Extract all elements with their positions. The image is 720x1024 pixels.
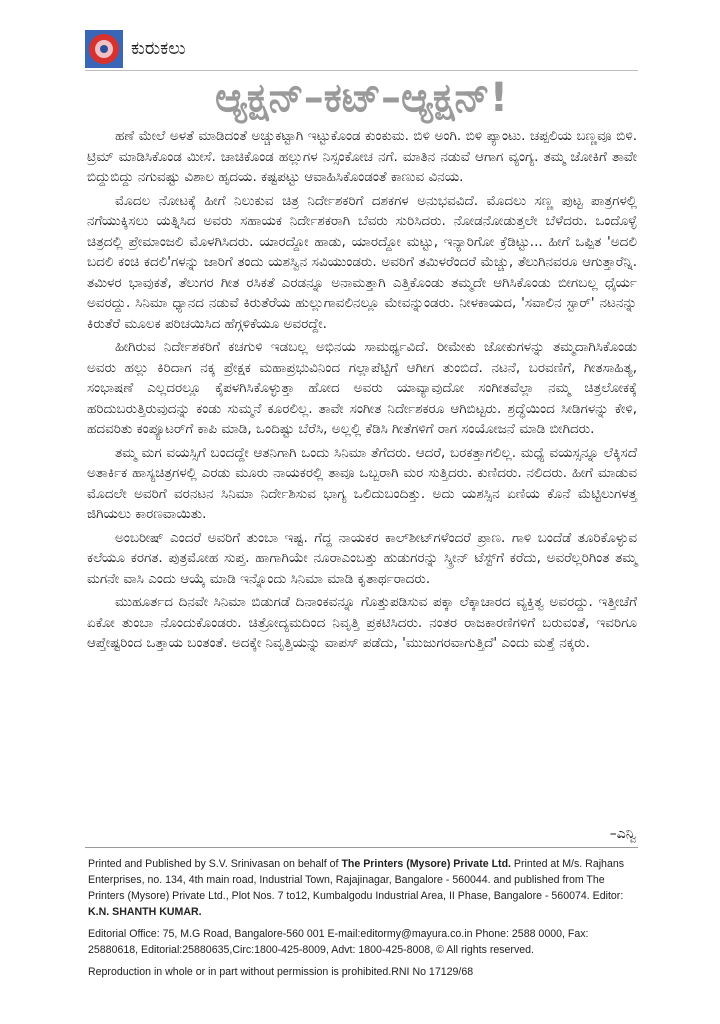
imprint-office: Editorial Office: 75, M.G Road, Bangalore-560 001 E-mail:editormy@mayura.co.in Phone: 2588 0000, Fax: 25880618, Editorial:25880635,Circ:1800-425-8009, Advt: 1800-425-8008, © All rights reserved. [88,928,589,956]
section-label: ಕುರುಕಲು [131,38,186,59]
article-body [87,126,637,657]
magazine-logo-icon [85,30,123,68]
footer-divider [85,847,638,848]
paragraph: ಮೊದಲ ನೋಟಕ್ಕೆ ಹೀಗೆ ನಿಲುಕುವ ಚಿತ್ರ ನಿರ್ದೇಶಕರಿಗೆ ದಶಕಗಳ ಅನುಭವವಿದೆ. ಮೊದಲು ಸಣ್ಣ ಪುಟ್ಟ ಪಾತ್ರಗಳಲ್ಲಿ ನಗೆಯುಕ್ಕಿಸಲು ಯತ್ನಿಸಿದ ಅವರು ಸಹಾಯಕ ನಿರ್ದೇಶಕರಾಗಿ ಬೆವರು ಸುರಿಸಿದರು. ನೋಡನೋಡುತ್ತಲೇ ಬೆಳೆದರು. ಒಂದೊಳ್ಳೆ ಚಿತ್ರದಲ್ಲಿ ಪ್ರೇಮಾಂಜಲಿ ಮೊಳಗಿಸಿದರು. ಯಾರದ್ದೋ ಹಾಡು, ಯಾರದ್ದೋ ಮಟ್ಟು, ಇನ್ಯಾರಿಗೋ ಕ್ರೆಡಿಟ್ಟು... ಹೀಗೆ ಒಪ್ಪಿತ 'ಅದಲಿ ಬದಲಿ ಕಂಚಿ ಕದಲಿ'ಗಳನ್ನು ಜಾರಿಗೆ ತಂದು ಯಶಸ್ವಿನ ಸವಿಯುಂಡರು. ಅವರಿಗೆ ತಮಿಳರೆಂದರೆ ಮೆಚ್ಚು, ತೆಲುಗಿನವರೂ ಆಗುತ್ತಾರೆನ್ನಿ. ತಮಿಳರ ಭಾವುಕತೆ, ತೆಲುಗರ ಗೀತ ರಸಿಕತೆ ಎರಡನ್ನೂ ಅನಾಮತ್ತಾಗಿ ಎತ್ತಿಕೊಂಡು ತಮ್ಮದೇ ಆಗಿಸಿಕೊಂಡು ಬೀಗಬಲ್ಲ ಧೈರ್ಯ ಅವರದ್ದು. ಸಿನಿಮಾ ಧ್ಯಾನದ ನಡುವೆ ಕಿರುತೆರೆಯ ಹುಲ್ಲುಗಾವಲಿನಲ್ಲೂ ಮೇವನ್ನುಂಡರು. ನೀಳಕಾಯದ, 'ಸವಾಲಿನ ಸ್ಟಾರ್' ನಟನನ್ನು ಕಿರುತೆರೆ ಮೂಲಕ ಪರಿಚಯಿಸಿದ ಹೆಗ್ಗಳಿಕೆಯೂ ಅವರದ್ದೇ. [87,192,637,332]
author-signature: –ಎನ್ವಿ [609,826,636,842]
imprint-printer: Printed and Published by S.V. Srinivasan on behalf of The Printers (Mysore) Private Ltd. Printed at M/s. Rajhans Enterprises, no. 134, 4th main road, Industrial Town, Rajajinagar, Bangalore - 560044. and published from The Printers (Mysore) Private Ltd., Plot Nos. 7 to12, Kumbalgodu Industrial Area, II Phase, Bangalore - 560074. Editor: K.N. SHANTH KUMAR. [88,858,625,918]
paragraph: ಹೀಗಿರುವ ನಿರ್ದೇಶಕರಿಗೆ ಕಚಗುಳಿ ಇಡಬಲ್ಲ ಅಭಿನಯ ಸಾಮರ್ಥ್ಯವಿದೆ. ರೀಮೇಕು ಜೋಕುಗಳನ್ನು ತಮ್ಮದಾಗಿಸಿಕೊಂಡು ಅವರು ಹಲ್ಲು ಕಿರಿದಾಗ ನಕ್ಕ ಪ್ರೇಕ್ಷಕ ಮಹಾಪ್ರಭುವಿನಿಂದ ಗಲ್ಲಾಪೆಟ್ಟಿಗೆ ಆಗೀಗ ತುಂಬಿದೆ. ನಟನೆ, ಬರವಣಿಗೆ, ಗೀತಸಾಹಿತ್ಯ, ಸಂಭಾಷಣೆ ಎಲ್ಲದರಲ್ಲೂ ಕೈಪಳಗಿಸಿಕೊಳ್ಳುತ್ತಾ ಹೋದ ಅವರು ಯಾವ್ಯಾವುದೋ ಸಂಗೀತವೆಲ್ಲಾ ನಮ್ಮ ಚಿತ್ರಲೋಕಕ್ಕೆ ಹರಿದುಬರುತ್ತಿರುವುದನ್ನು ಕಂಡು ಸುಮ್ಮನೆ ಕೂರಲಿಲ್ಲ. ತಾವೇ ಸಂಗೀತ ನಿರ್ದೇಶಕರೂ ಆಗಿಬಿಟ್ಟರು. ಶ್ರದ್ಧೆಯಿಂದ ಸೀಡಿಗಳನ್ನು ಕೇಳಿ, ಹದವರಿತು ಕಂಪ್ಯೂಟರ್‌ಗೆ ಕಾಪಿ ಮಾಡಿ, ಒಂದಿಷ್ಟು ಬೆರೆಸಿ, ಅಲ್ಲಲ್ಲಿ ಕೆಡಿಸಿ ಗೀತೆಗಳಿಗೆ ರಾಗ ಸಂಯೋಜನೆ ಮಾಡಿ ಬೀಗಿದರು. [87,339,637,437]
paragraph: ಹಣೆ ಮೇಲೆ ಅಳತೆ ಮಾಡಿದಂತೆ ಅಚ್ಚುಕಟ್ಟಾಗಿ ಇಟ್ಟುಕೊಂಡ ಕುಂಕುಮ. ಬಿಳಿ ಅಂಗಿ. ಬಿಳಿ ಪ್ಯಾಂಟು. ಚಪ್ಪಲಿಯ ಬಣ್ಣವೂ ಬಿಳಿ. ಟ್ರಿಮ್ ಮಾಡಿಸಿಕೊಂಡ ಮೀಸೆ. ಚಾಚಿಕೊಂಡ ಹಲ್ಲುಗಳ ನಿಸ್ಸಂಕೋಚ ನಗೆ. ಮಾತಿನ ನಡುವೆ ಆಗಾಗ ವ್ಯಂಗ್ಯ. ತಮ್ಮ ಜೋಕಿಗೆ ತಾವೇ ಬಿದ್ದುಬಿದ್ದು ನಗುವಷ್ಟು ವಿಶಾಲ ಹೃದಯ. ಕಷ್ಟಪಟ್ಟು ಆವಾಹಿಸಿಕೊಂಡಂತೆ ಕಾಣುವ ವಿನಯ. [87,128,637,185]
paragraph: ಅಂಬರೀಷ್ ಎಂದರೆ ಅವರಿಗೆ ತುಂಬಾ ಇಷ್ಟ. ಗೆದ್ದ ನಾಯಕರ ಕಾಲ್‌ಶೀಟ್‌ಗಳೆಂದರೆ ಪ್ರಾಣ. ಗಾಳಿ ಬಂದೆಡೆ ತೂರಿಕೊಳ್ಳುವ ಕಲೆಯೂ ಕರಗತ. ಪುತ್ರಮೋಹ ಸುಪ್ತ. ಹಾಗಾಗಿಯೇ ನೂರಾಎಂಬತ್ತು ಹುಡುಗರನ್ನು ಸ್ಕ್ರೀನ್ ಟೆಸ್ಟ್‌ಗೆ ಕರೆದು, ಅವರೆಲ್ಲರಿಗಿಂತ ತಮ್ಮ ಮಗನೇ ವಾಸಿ ಎಂದು ಆಯ್ಕೆ ಮಾಡಿ ಇನ್ನೊಂದು ಸಿನಿಮಾ ಮಾಡಿ ಕೃತಾರ್ಥರಾದರು. [87,529,637,587]
imprint-reproduction: Reproduction in whole or in part without permission is prohibited.RNI No 17129/68 [88,966,474,978]
publisher-name: The Printers (Mysore) Private Ltd. [341,858,511,870]
paragraph: ಮುಹೂರ್ತದ ದಿನವೇ ಸಿನಿಮಾ ಬಿಡುಗಡೆ ದಿನಾಂಕವನ್ನೂ ಗೊತ್ತುಪಡಿಸುವ ಪಕ್ಕಾ ಲೆಕ್ಕಾಚಾರದ ವ್ಯಕ್ತಿತ್ವ ಅವರದ್ದು. ಇತ್ತೀಚೆಗೆ ಏಕೋ ತುಂಬಾ ನೊಂದುಕೊಂಡರು. ಚಿತ್ರೋದ್ಯಮದಿಂದ ನಿವೃತ್ತಿ ಪ್ರಕಟಿಸಿದರು. ನಂತರ ರಾಜಕಾರಣಿಗಳಿಗೆ ಬರುವಂತೆ, ಇವರಿಗೂ ಆಪ್ತೇಷ್ಟರಿಂದ ಒತ್ತಾಯ ಬಂತಂತೆ. ಅದಕ್ಕೇ ನಿವೃತ್ತಿಯನ್ನು ವಾಪಸ್ ಪಡೆದು, 'ಮುಜುಗರವಾಗುತ್ತಿದೆ' ಎಂದು ಮತ್ತೆ ನಕ್ಕರು. [87,594,637,651]
article-title: ಆ್ಯಕ್ಷನ್–ಕಟ್–ಆ್ಯಕ್ಷನ್! [214,75,508,121]
paragraph: ತಮ್ಮ ಮಗ ವಯಸ್ಸಿಗೆ ಬಂದದ್ದೇ ಆತನಿಗಾಗಿ ಒಂದು ಸಿನಿಮಾ ತೆಗೆದರು. ಆದರೆ, ಬರಕತ್ತಾಗಲಿಲ್ಲ. ಮಧ್ಯೆ ವಯಸ್ಸನ್ನೂ ಲೆಕ್ಕಿಸದೆ ಅತಾರ್ಕಿಕ ಹಾಸ್ಯಚಿತ್ರಗಳಲ್ಲಿ ಎರಡು ಮೂರು ನಾಯಕರಲ್ಲಿ ತಾವೂ ಒಬ್ಬರಾಗಿ ಮರ ಸುತ್ತಿದರು. ಕುಣಿದರು. ನಲಿದರು. ಹೀಗೆ ಮಾಡುವ ಮೊದಲೇ ಅವರಿಗೆ ವರನಟನ ಸಿನಿಮಾ ನಿರ್ದೇಶಿಸುವ ಭಾಗ್ಯ ಒಲಿದುಬಂದಿತ್ತು. ಅದು ಯಶಸ್ಸಿನ ಏಣಿಯ ಕೊನೆ ಮೆಟ್ಟಿಲುಗಳತ್ತ ಜಿಗಿಯಲು ಕಾರಣವಾಯಿತು. [87,444,637,522]
editor-name: K.N. SHANTH KUMAR. [88,906,202,918]
page-header [85,30,638,71]
imprint [88,856,640,986]
